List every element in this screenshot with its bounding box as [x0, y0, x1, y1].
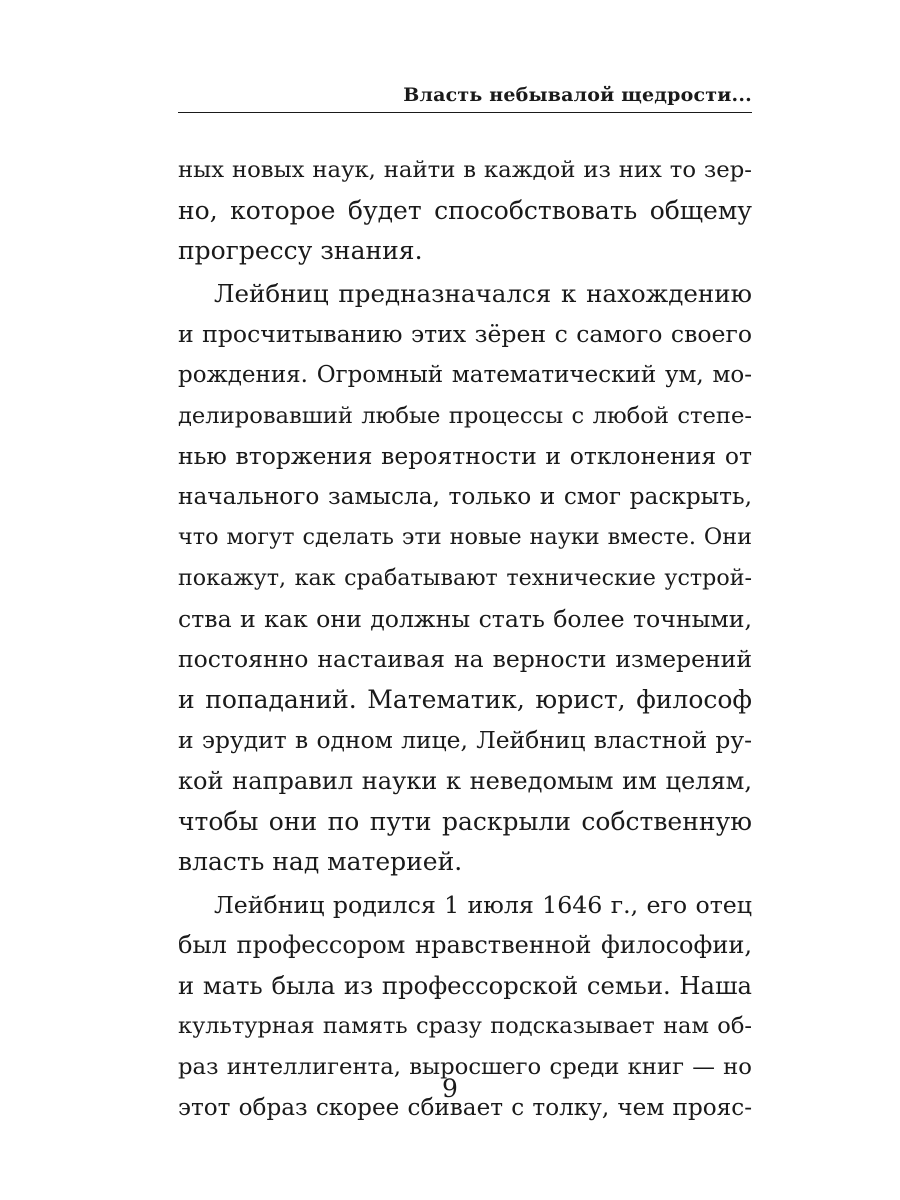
text-line: начального замысла, только и смог раскрыть,: [178, 482, 752, 510]
text-line: делировавший любые процессы с любой степе-: [178, 402, 752, 429]
text-line: культурная память сразу подсказывает нам об-: [178, 1013, 752, 1040]
page-number: 9: [442, 1074, 458, 1103]
text-line: и эрудит в одном лице, Лейбниц властной ру-: [178, 726, 752, 755]
text-line: кой направил науки к неведомым им целям,: [178, 766, 752, 795]
text-line: покажут, как срабатывают технические устрой-: [178, 564, 752, 591]
header-rule: [178, 112, 752, 113]
body-text: [178, 150, 752, 1128]
text-line: раз интеллигента, выросшего среди книг — но: [178, 1054, 752, 1081]
text-line: нью вторжения вероятности и отклонения от: [178, 442, 752, 471]
text-line: Лейбниц родился 1 июля 1646 г., его отец: [214, 890, 752, 919]
text-line: рождения. Огромный математический ум, мо-: [178, 361, 752, 388]
text-line: Лейбниц предназначался к нахождению: [214, 278, 752, 308]
text-line: что могут сделать эти новые науки вместе. Они: [178, 524, 752, 551]
running-head-title: Власть небывалой щедрости...: [403, 84, 752, 106]
text-line: и мать была из профессорской семьи. Наша: [178, 970, 752, 1000]
text-line: и просчитыванию этих зёрен с самого своего: [178, 320, 752, 349]
text-line: ства и как они должны стать более точными,: [178, 604, 752, 633]
text-line: и попаданий. Математик, юрист, философ: [178, 684, 752, 714]
paragraph-2: [178, 274, 752, 883]
text-line: чтобы они по пути раскрыли собственную: [178, 806, 752, 836]
text-line: прогрессу знания.: [178, 236, 423, 266]
text-line: но, которое будет способствовать общему: [178, 195, 752, 225]
text-line: этот образ скорее сбивает с толку, чем прояс-: [178, 1094, 752, 1121]
paragraph-1: [178, 150, 752, 272]
text-line: ных новых наук, найти в каждой из них то зер-: [178, 157, 752, 183]
text-line: власть над материей.: [178, 847, 463, 877]
text-line: постоянно настаивая на верности измерений: [178, 645, 752, 674]
text-line: был профессором нравственной философии,: [178, 931, 752, 960]
